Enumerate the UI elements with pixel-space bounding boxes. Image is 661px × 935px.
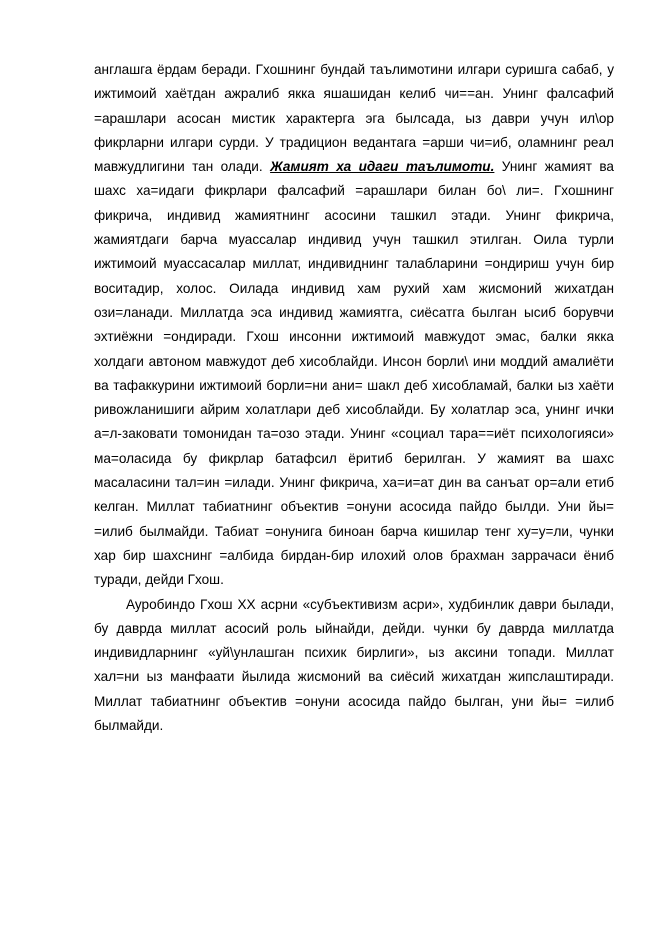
- document-page: [94, 58, 614, 738]
- paragraph-1: [94, 58, 614, 593]
- paragraph-1-text-end: Унинг жамият ва шахс ха=идаги фикрлари фалсафий =арашлари билан бо\ ли=. Гхошнинг фикрича, индивид жамиятнинг асосини ташкил этади. Унинг фикрича, жамиятдаги барча муассалар индивид учун ташкил этилган. Оила турли ижтимоий муассасалар миллат, индивиднинг талабларини =ондириш учун бир воситадир, холос. Оилада индивид хам рухий хам жисмоний жихатдан ози=ланади. Миллатда эса индивид жамиятга, сиёсатга былган ысиб борувчи эхтиёжни =ондиради. Гхош инсонни ижтимоий мавжудот эмас, балки якка холдаги автоном мавжудот деб хисоблайди. Инсон борли\ ини моддий амалиёти ва тафаккурини ижтимоий борли=ни ани= шакл деб хисобламай, балки ыз хаёти ривожланишиги айрим холатлари деб хисоблайди. Бу холатлар эса, унинг ички а=л-заковати томонидан та=озо этади. Унинг «социал тара==иёт психологияси» ма=оласида бу фикрлар батафсил ёритиб берилган. У жамият ва шахс масаласини тал=ин =илади. Унинг фикрича, ха=и=ат дин ва санъат ор=али етиб келган. Миллат табиатнинг объектив =онуни асосида пайдо былди. Уни йы= =илиб былмайди. Табиат =онунига биноан барча кишилар тенг ху=у=ли, чунки хар бир шахснинг =албида бирдан-бир илохий олов брахман заррачаси ёниб туради, дейди Гхош.: [94, 159, 614, 588]
- paragraph-2: Ауробиндо Гхош XX асрни «субъективизм асри», худбинлик даври былади, бу даврда миллат асосий роль ыйнайди, дейди. чунки бу даврда миллатда индивидларнинг «уй\унлашган психик бирлиги», ыз аксини топади. Миллат хал=ни ыз манфаати йылида жисмоний ва сиёсий жихатдан жипслаштиради. Миллат табиатнинг объектив =онуни асосида пайдо былган, уни йы= =илиб былмайди.: [94, 596, 614, 734]
- paragraph-1-text-start: англашга ёрдам беради. Гхошнинг бундай таълимотини илгари суришга сабаб, у ижтимоий хаётдан ажралиб якка яшашидан келиб чи==ан. Унинг фалсафий =арашлари асосан мистик характерга эга былсада, ыз даври учун ил\ор фикрларни илгари сурди. У традицион ведантага =арши чи=иб, оламнинг реал мавжудлигини тан олади.: [94, 62, 614, 175]
- section-heading-society-teaching: Жамият ха идаги таълимоти.: [270, 159, 495, 175]
